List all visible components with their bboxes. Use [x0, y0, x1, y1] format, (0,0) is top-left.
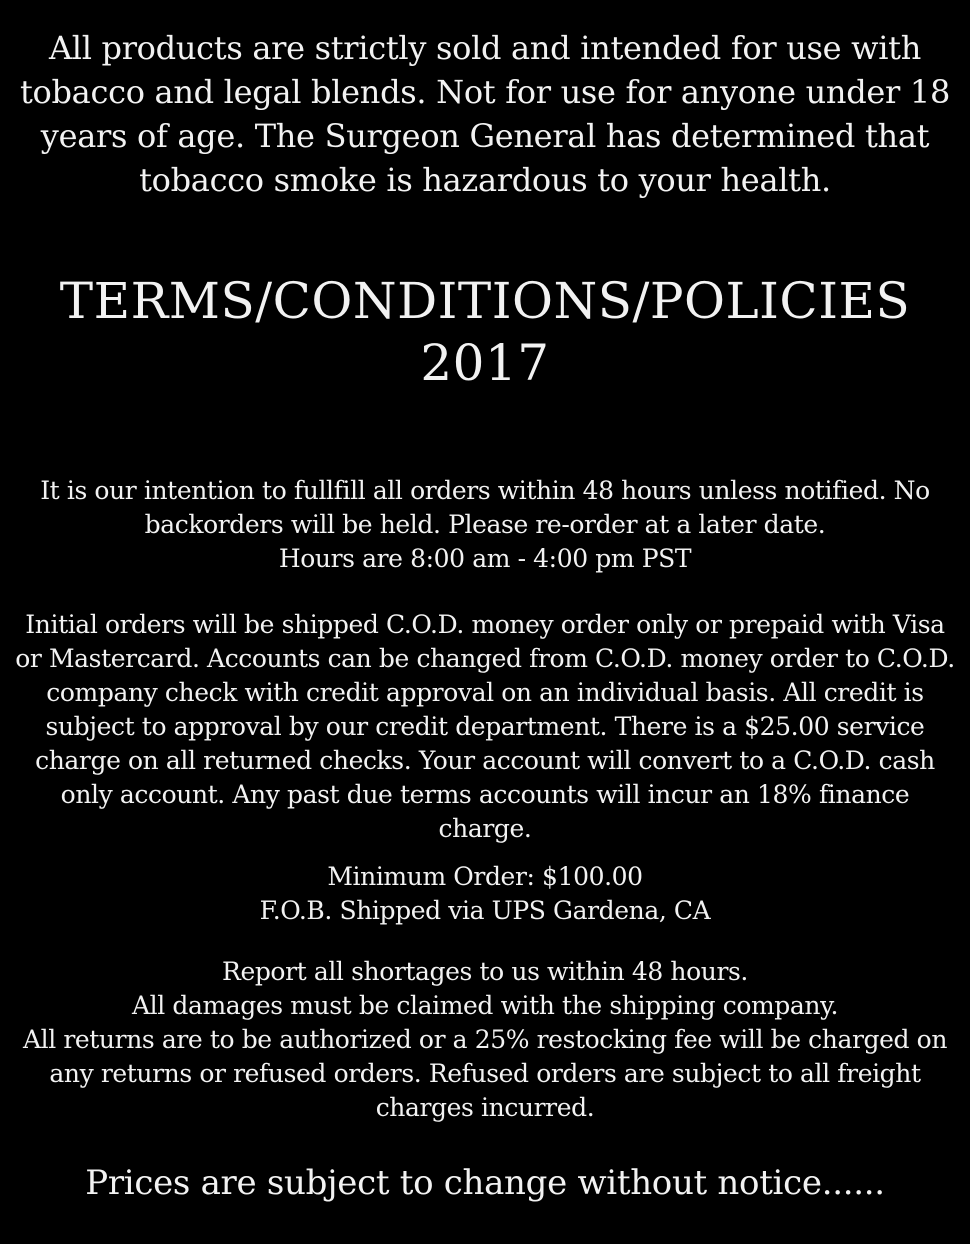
fulfillment-text: It is our intention to fullfill all orders within 48 hours unless notified. No backorders will be held. Please re-order at a later date. [40, 476, 930, 539]
order-fulfillment-section [0, 474, 970, 576]
page-title [0, 270, 970, 394]
title-year: 2017 [420, 334, 550, 392]
title-heading: TERMS/CONDITIONS/POLICIES [59, 272, 911, 330]
shortages-note: Report all shortages to us within 48 hours. [222, 957, 748, 986]
returns-section [0, 955, 970, 1125]
fob-shipping: F.O.B. Shipped via UPS Gardena, CA [259, 896, 711, 925]
returns-policy: All returns are to be authorized or a 25% restocking fee will be charged on any returns or refused orders. Refused orders are subject to all freight charges incurred. [22, 1025, 948, 1122]
payment-terms: Initial orders will be shipped C.O.D. money order only or prepaid with Visa or Mastercard. Accounts can be changed from C.O.D. money order to C.O.D. company check with credit approval on an individual basis. All credit is subject to approval by our credit department. There is a $25.00 service charge on all returned checks. Your account will convert to a C.O.D. cash only account. Any past due terms accounts will incur an 18% finance charge. [15, 610, 955, 843]
business-hours: Hours are 8:00 am - 4:00 pm PST [278, 544, 692, 573]
age-health-warning: All products are strictly sold and intended for use with tobacco and legal blends. Not for use for anyone under 18 years of age. The Surgeon General has determined that tobacco smoke is hazardous to your health. [19, 29, 951, 199]
damages-note: All damages must be claimed with the shipping company. [131, 991, 839, 1020]
shipping-section [0, 860, 970, 928]
price-change-notice: Prices are subject to change without notice...... [85, 1163, 885, 1203]
minimum-order: Minimum Order: $100.00 [327, 862, 643, 891]
